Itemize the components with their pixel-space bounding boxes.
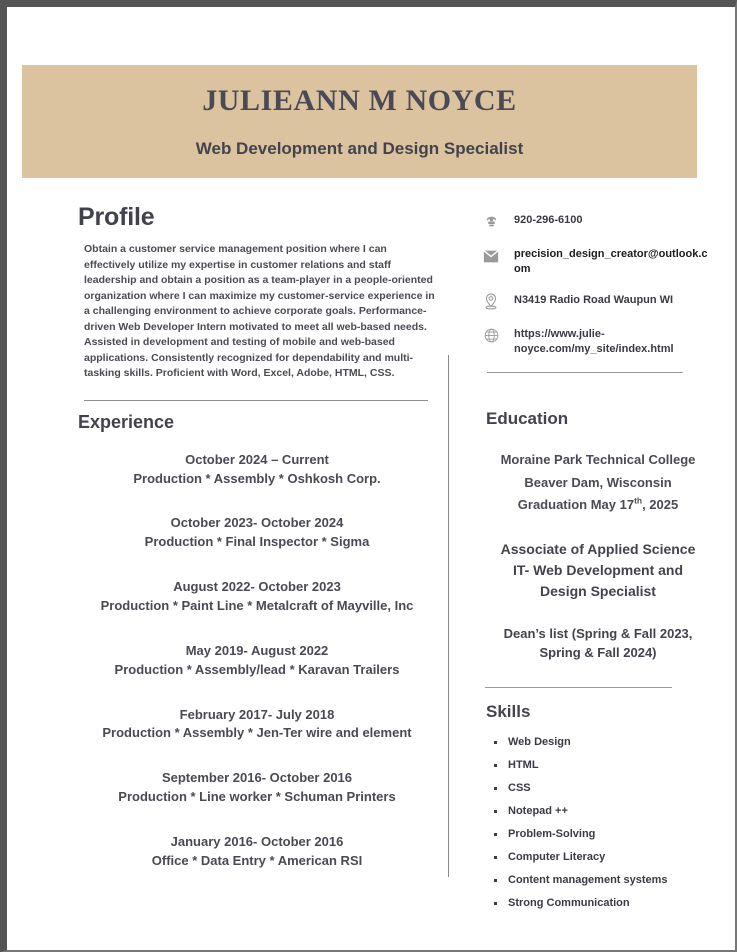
right-column: [480, 213, 710, 920]
contact-divider: [487, 372, 683, 373]
experience-section: [78, 412, 436, 871]
skill-item: Content management systems: [486, 874, 710, 886]
education-degree: [486, 539, 710, 602]
skill-item: Problem-Solving: [486, 828, 710, 840]
education-degree-line2: IT- Web Development and: [512, 561, 684, 578]
contact-email-row: [480, 247, 710, 277]
contact-address-row: [480, 293, 710, 311]
experience-role: Production * Final Inspector * Sigma: [144, 534, 370, 550]
experience-date: October 2024 – Current: [185, 451, 329, 467]
skills-section: [480, 702, 710, 909]
education-graduation-year: , 2025: [642, 497, 679, 513]
experience-role: Production * Assembly * Oshkosh Corp.: [133, 470, 381, 486]
education-graduation-ordinal: th: [634, 496, 643, 507]
contact-address-text: N3419 Radio Road Waupun WI: [514, 293, 674, 306]
experience-item: [78, 578, 436, 616]
education-school-name: Moraine Park Technical College: [500, 452, 696, 468]
experience-heading: Experience: [78, 411, 175, 432]
education-honors-line2: Spring & Fall 2024): [539, 645, 657, 661]
skill-item: Web Design: [486, 736, 710, 748]
map-pin-icon: [480, 293, 502, 311]
column-divider: [448, 355, 449, 877]
profile-section: [78, 203, 436, 382]
experience-role: Office * Data Entry * American RSI: [151, 852, 363, 868]
education-location: Beaver Dam, Wisconsin: [524, 474, 672, 490]
skills-divider: [485, 687, 672, 688]
skill-item: CSS: [486, 782, 710, 794]
experience-date: February 2017- July 2018: [179, 706, 335, 722]
contact-website-text[interactable]: https://www.julie-noyce.com/my_site/index.html: [514, 327, 674, 355]
candidate-name: JULIEANN M NOYCE: [202, 84, 517, 117]
contact-phone-row: [480, 213, 710, 231]
experience-item: [78, 833, 436, 871]
left-column: [78, 203, 436, 871]
experience-role: Production * Assembly * Jen-Ter wire and element: [102, 725, 412, 741]
education-honors-line1: Dean’s list (Spring & Fall 2023,: [503, 625, 693, 641]
experience-date: August 2022- October 2023: [173, 579, 341, 595]
education-graduation-prefix: Graduation May 17: [517, 497, 635, 513]
skill-item: Strong Communication: [486, 897, 710, 909]
education-school-block: [486, 449, 710, 516]
education-honors: [486, 624, 710, 663]
profile-divider: [84, 400, 428, 401]
experience-item: [78, 769, 436, 807]
phone-icon: [480, 213, 502, 231]
globe-icon: [480, 327, 502, 345]
experience-role: Production * Assembly/lead * Karavan Trailers: [114, 661, 400, 677]
profile-text: Obtain a customer service management position where I can effectively utilize my expertise in customer relations and staff leadership and obtain a position as a team-player in a people-oriented organization where I can maximize my customer-service experience in a challenging environment to achieve corporate goals. Performance-driven Web Developer Intern motivated to meet all web-based needs. Assisted in development and testing of mobile and web-based applications. Consistently recognized for dependability and multi-tasking skills. Proficient with Word, Excel, Adobe, HTML, CSS.: [84, 243, 435, 380]
experience-role: Production * Paint Line * Metalcraft of Mayville, Inc: [100, 598, 414, 613]
skill-item: Notepad ++: [486, 805, 710, 817]
envelope-icon: [480, 247, 502, 265]
skills-heading: Skills: [486, 701, 531, 721]
contact-phone-text[interactable]: 920-296-6100: [514, 214, 583, 226]
education-degree-line1: Associate of Applied Science: [500, 540, 696, 557]
education-graduation: [518, 497, 678, 512]
education-section: [480, 409, 710, 662]
experience-item: [78, 514, 436, 552]
experience-role: Production * Line worker * Schuman Printers: [118, 789, 396, 805]
experience-date: September 2016- October 2016: [161, 770, 353, 786]
education-degree-line3: Design Specialist: [540, 582, 656, 599]
resume-header-band: [22, 65, 697, 178]
experience-item: [78, 451, 436, 489]
experience-list: [78, 451, 436, 871]
experience-item: [78, 706, 436, 744]
experience-date: May 2019- August 2022: [185, 642, 329, 658]
candidate-job-title: Web Development and Design Specialist: [195, 139, 524, 158]
contact-email-text[interactable]: precision_design_creator@outlook.com: [514, 248, 708, 275]
experience-date: January 2016- October 2016: [170, 833, 344, 849]
skill-item: HTML: [486, 759, 710, 771]
contact-list: [480, 213, 710, 356]
education-heading: Education: [486, 409, 569, 429]
profile-heading: Profile: [78, 203, 155, 231]
skills-list: [486, 736, 710, 909]
experience-date: October 2023- October 2024: [170, 515, 344, 531]
experience-item: [78, 642, 436, 680]
resume-sheet: [7, 7, 735, 950]
skill-item: Computer Literacy: [486, 851, 710, 863]
contact-website-row: [480, 327, 710, 357]
